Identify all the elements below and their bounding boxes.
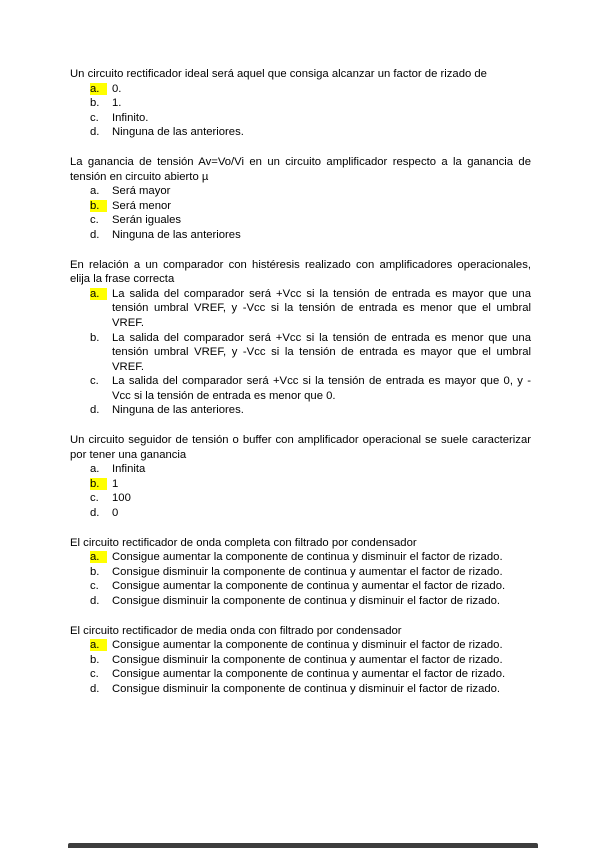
option-letter: b. <box>90 477 109 492</box>
option-text: 100 <box>112 492 131 505</box>
question-block <box>70 258 531 419</box>
option-letter: d. <box>90 595 100 607</box>
option-letter: d. <box>90 682 100 695</box>
option-row <box>70 403 531 418</box>
option-letter: a. <box>90 185 100 198</box>
option-row <box>70 565 531 580</box>
option-text: La salida del comparador será +Vcc si la tensión de entrada es mayor que 0, y -Vcc si la tensión de entrada es menor que 0. <box>112 375 531 402</box>
option-text: Serán iguales <box>112 214 182 227</box>
question-block <box>70 155 531 243</box>
option-row <box>70 199 531 214</box>
option-row <box>70 491 531 506</box>
option-letter: b. <box>90 565 100 578</box>
option-letter: c. <box>90 668 99 681</box>
option-text: Consigue disminuir la componente de continua y disminuir el factor de rizado. <box>112 682 501 695</box>
option-text: Será mayor <box>112 185 171 198</box>
option-text: La salida del comparador será +Vcc si la tensión de entrada es mayor que una tensión umbral VREF, y -Vcc si la tensión de entrada es menor que el umbral VREF. <box>112 287 531 329</box>
question-stem: En relación a un comparador con histéresis realizado con amplificadores operacionales, elija la frase correcta <box>70 258 531 286</box>
option-letter: c. <box>90 375 99 388</box>
option-row <box>70 213 531 228</box>
page-bottom-bar <box>68 843 538 848</box>
option-row <box>70 287 531 331</box>
option-row <box>70 682 531 697</box>
option-row <box>70 184 531 199</box>
option-row <box>70 477 531 492</box>
option-text: Ninguna de las anteriores. <box>112 404 244 417</box>
option-text: Consigue disminuir la componente de continua y disminuir el factor de rizado. <box>112 595 501 607</box>
option-row <box>70 462 531 477</box>
question-block <box>70 67 531 140</box>
option-letter: b. <box>90 97 100 110</box>
option-letter: d. <box>90 126 100 139</box>
option-row <box>70 111 531 126</box>
option-text: 1. <box>112 97 122 110</box>
option-row <box>70 331 531 375</box>
option-text: Consigue aumentar la componente de continua y disminuir el factor de rizado. <box>112 639 503 652</box>
option-text: Consigue disminuir la componente de continua y aumentar el factor de rizado. <box>112 565 503 578</box>
option-letter: a. <box>90 638 109 653</box>
option-text: Infinito. <box>112 111 149 124</box>
option-row <box>70 228 531 243</box>
option-row <box>70 374 531 403</box>
question-stem: Un circuito seguidor de tensión o buffer con amplificador operacional se suele caracterizar por tener una ganancia <box>70 434 531 461</box>
question-stem: El circuito rectificador de media onda con filtrado por condensador <box>70 624 402 637</box>
option-letter: b. <box>90 653 100 666</box>
option-letter: c. <box>90 580 99 593</box>
option-text: Será menor <box>112 199 172 212</box>
option-text: Consigue aumentar la componente de continua y aumentar el factor de rizado. <box>112 580 506 593</box>
option-letter: c. <box>90 492 99 505</box>
question-block <box>70 433 531 521</box>
option-text: Consigue disminuir la componente de continua y aumentar el factor de rizado. <box>112 653 503 666</box>
option-text: Consigue aumentar la componente de continua y disminuir el factor de rizado. <box>112 551 503 564</box>
option-letter: c. <box>90 111 99 124</box>
option-letter: a. <box>90 550 109 565</box>
option-row <box>70 506 531 521</box>
question-block <box>70 624 531 697</box>
option-letter: d. <box>90 228 100 241</box>
question-block <box>70 536 531 609</box>
option-letter: d. <box>90 507 100 520</box>
option-text: 0. <box>112 82 122 95</box>
option-row <box>70 579 531 594</box>
option-text: Ninguna de las anteriores. <box>112 126 244 139</box>
option-text: 1 <box>112 477 119 490</box>
option-letter: b. <box>90 331 100 344</box>
option-letter: a. <box>90 82 109 97</box>
option-row <box>70 667 531 682</box>
option-row <box>70 594 531 609</box>
option-text: Ninguna de las anteriores <box>112 228 241 241</box>
option-row <box>70 638 531 653</box>
option-text: Consigue aumentar la componente de continua y aumentar el factor de rizado. <box>112 668 506 681</box>
option-text: Infinita <box>112 463 146 476</box>
question-stem: El circuito rectificador de onda completa con filtrado por condensador <box>70 536 417 549</box>
option-letter: a. <box>90 463 100 476</box>
option-row <box>70 653 531 668</box>
option-row <box>70 96 531 111</box>
option-letter: d. <box>90 404 100 417</box>
option-row <box>70 550 531 565</box>
option-row <box>70 82 531 97</box>
option-letter: a. <box>90 287 109 302</box>
option-text: 0 <box>112 507 119 520</box>
option-letter: c. <box>90 214 99 227</box>
option-row <box>70 125 531 140</box>
question-stem: La ganancia de tensión Av=Vo/Vi en un circuito amplificador respecto a la ganancia de tensión en circuito abierto µ <box>70 155 531 183</box>
option-text: La salida del comparador será +Vcc si la tensión de entrada es menor que una tensión umbral VREF, y -Vcc si la tensión de entrada es mayor que el umbral VREF. <box>112 331 531 373</box>
option-letter: b. <box>90 199 109 214</box>
question-stem: Un circuito rectificador ideal será aquel que consiga alcanzar un factor de rizado de <box>70 68 487 80</box>
